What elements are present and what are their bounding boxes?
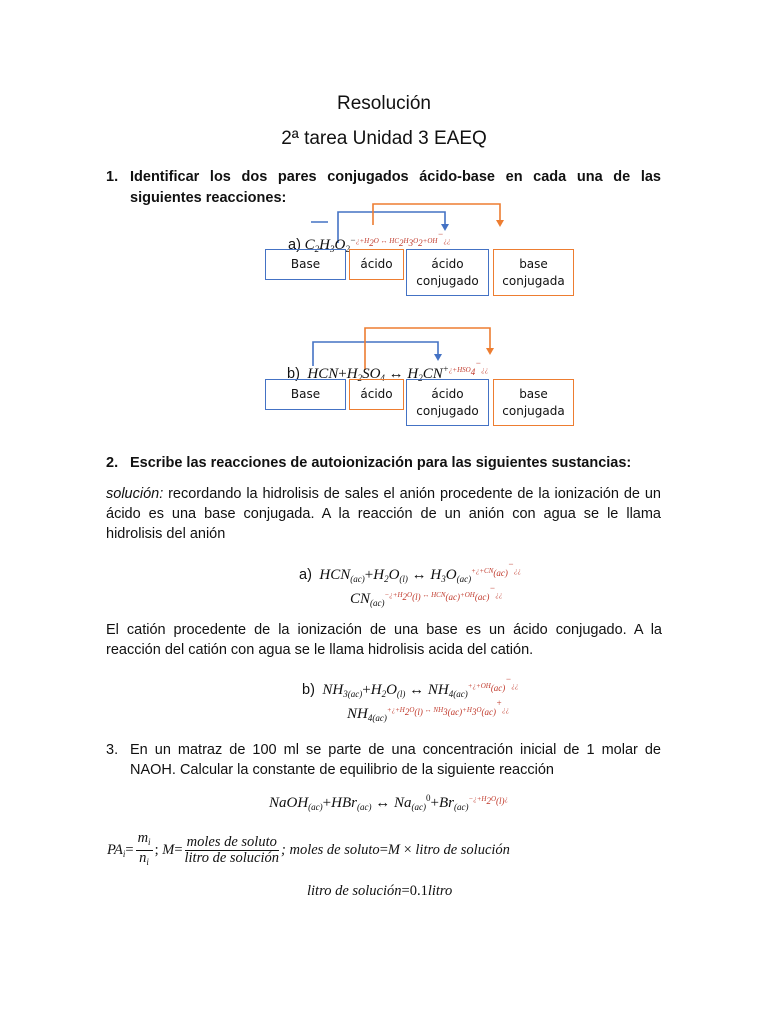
q3-text: En un matraz de 100 ml se parte de una concentración inicial de 1 molar de NAOH. Calcular la constante de equilibrio de la siguiente reacción <box>130 742 661 778</box>
q2b-label: b) <box>302 682 315 698</box>
q1a-box-base: Base <box>265 249 346 280</box>
solution-text: recordando la hidrolisis de sales el anión procedente de la ionización de un ácido es una base conjugada. A la reacción de un anión con agua se le llama hidrolisis del anión <box>106 486 661 542</box>
q2b-line2: $NH_{4(ac)}^{+¿+H_2O_{(l)} \leftrightarrow NH_{3(ac)}+H_3O_{(ac)}^+¿¿}$ <box>347 698 510 723</box>
q1a-box-base-conjugada: base conjugada <box>493 249 574 296</box>
q2-number: 2. <box>106 455 119 471</box>
q2a-line2: $CN_{(ac)}^{-¿+H_2O_{(l)} \leftrightarrow HCN_{(ac)}+OH_{(ac)}^-¿¿}$ <box>350 583 503 608</box>
q3-reaction: NaOH$_{(ac)}$+HBr$_{(ac)}$ ↔ $Na_{(ac)}^0+Br_{(ac)}^{-¿+H_2O_{(l)}¿}$ <box>269 793 509 812</box>
q2b-line1: b) $NH_{3(ac)}+H_2O_{(l)}$ ↔ $NH_{4(ac)}^{+¿+OH_{(ac)}^-¿¿}$ <box>302 674 519 699</box>
q1b-box-base-conjugada: base conjugada <box>493 379 574 426</box>
q1b-box-acido: ácido <box>349 379 404 410</box>
document-subtitle: 2ª tarea Unidad 3 EAEQ <box>281 128 487 149</box>
q2a-line1: a) $HCN_{(ac)}+H_2O_{(l)}$ ↔ $H_3O_{(ac)}^{+¿+CN_{(ac)}^-¿¿}$ <box>299 559 521 584</box>
q1a-label: a) <box>288 237 301 253</box>
q2-cation-text: El catión procedente de la ionización de una base es un ácido conjugado. A la reacción del catión con agua se le llama hidrolisis acida del catión. <box>106 622 662 658</box>
q1b-label: b) <box>287 366 300 382</box>
q1-text: Identificar los dos pares conjugados ácido-base en cada una de las siguientes reacciones: <box>130 169 661 206</box>
q1a-equation: a) $C_2H_3O_2^{-¿+H_2O \leftrightarrow HC_2H_3O_2+OH^-¿¿}$ <box>288 229 451 254</box>
q1b-box-acido-conjugado: ácido conjugado <box>406 379 489 426</box>
q1a-box-acido: ácido <box>349 249 404 280</box>
q3-formulas: $PA_i=$ $\frac{m_i}{n_i}$ ; M= moles de soluto litro de solución ; moles de soluto=M × litro de solución <box>107 830 510 867</box>
document-title: Resolución <box>337 93 431 114</box>
q3-number: 3. <box>106 742 119 758</box>
q2-text: Escribe las reacciones de autoionización para las siguientes sustancias: <box>130 455 632 471</box>
solution-label: solución: <box>106 486 164 502</box>
q2a-label: a) <box>299 567 312 583</box>
q1a-box-acido-conjugado: ácido conjugado <box>406 249 489 296</box>
q1b-equation: b) $HCN+H_2SO_4$ ↔ $H_2CN^{+¿+HSO_4^-¿¿}$ <box>287 358 489 383</box>
q1-number: 1. <box>106 169 119 185</box>
q1b-box-base: Base <box>265 379 346 410</box>
q2-solution <box>106 484 661 544</box>
q3-volume: litro de solución=0.1litro <box>307 883 453 899</box>
